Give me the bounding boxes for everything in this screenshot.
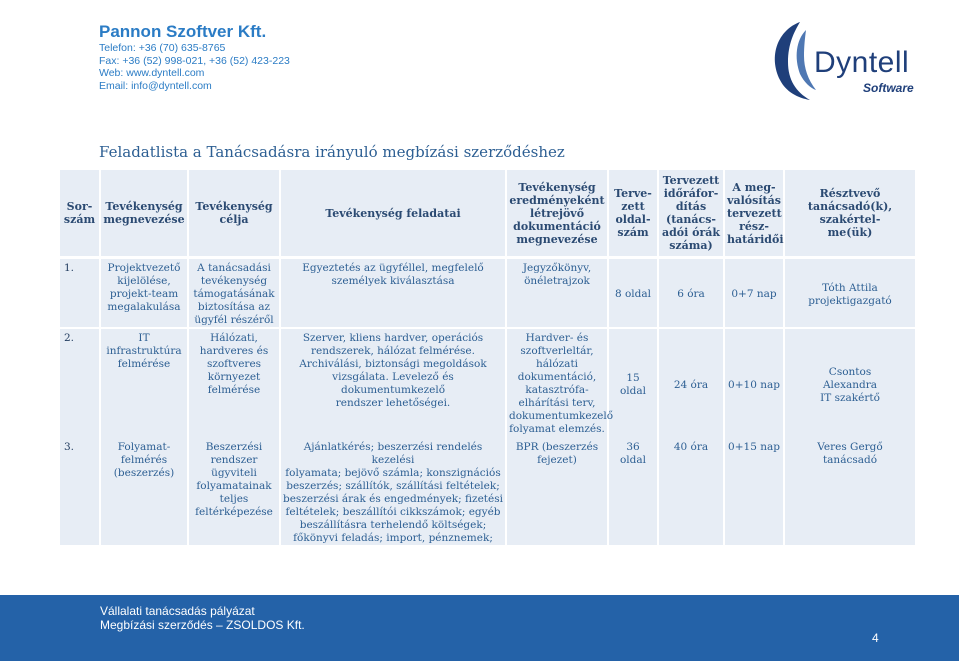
- page-number: 4: [872, 631, 879, 645]
- result-documentation: Jegyzőkönyv, önéletrajzok: [506, 258, 608, 329]
- header-cell: A meg- valósítás tervezett rész- határidői: [724, 170, 784, 258]
- deadline: 0+15 nap: [724, 438, 784, 545]
- deadline: 0+7 nap: [724, 258, 784, 329]
- consultant: Veres Gergő tanácsadó: [784, 438, 915, 545]
- footer-line-1: Vállalati tanácsadás pályázat: [100, 604, 255, 618]
- logo-sub: Software: [863, 81, 914, 95]
- dyntell-logo: [760, 18, 930, 102]
- company-fax: Fax: +36 (52) 998-021, +36 (52) 423-223: [99, 54, 290, 67]
- planned-hours: 40 óra: [658, 438, 724, 545]
- company-name: Pannon Szoftver Kft.: [99, 22, 267, 41]
- task-table-container: [60, 170, 915, 544]
- consultant: Tóth Attila projektigazgató: [784, 258, 915, 329]
- logo-brand: Dyntell: [814, 46, 910, 79]
- footer-line-2: Megbízási szerződés – ZSOLDOS Kft.: [100, 618, 305, 632]
- activity-tasks: Ajánlatkérés; beszerzési rendelés kezelési folyamata; bejövő számla; konszignációs beszerzés; szállítók, szállítási feltételek; beszerzési árak és engedmények; fizetési feltételek; beszállítói cikkszámok; egyéb beszállításra terhelendő költségek; főkönyvi feladás; import, pénznemek;: [280, 438, 506, 545]
- activity-name: Projektvezető kijelölése, projekt-team megalakulása: [100, 258, 188, 329]
- company-web: Web: www.dyntell.com: [99, 67, 205, 79]
- planned-hours: 24 óra: [658, 328, 724, 438]
- company-block: [99, 22, 290, 92]
- activity-goal: A tanácsadási tevékenység támogatásának biztosítása az ügyfél részéről: [188, 258, 280, 329]
- result-documentation: BPR (beszerzés fejezet): [506, 438, 608, 545]
- header-cell: Sor- szám: [60, 170, 100, 258]
- planned-pages: 8 oldal: [608, 258, 658, 329]
- footer-bar: [0, 595, 959, 661]
- activity-goal: Hálózati, hardveres és szoftveres környezet felmérése: [188, 328, 280, 438]
- deadline: 0+10 nap: [724, 328, 784, 438]
- activity-name: Folyamat- felmérés (beszerzés): [100, 438, 188, 545]
- header-cell: Tevékenység feladatai: [280, 170, 506, 258]
- activity-tasks: Egyeztetés az ügyféllel, megfelelő személyek kiválasztása: [280, 258, 506, 329]
- planned-pages: 15 oldal: [608, 328, 658, 438]
- activity-goal: Beszerzési rendszer ügyviteli folyamatainak teljes feltérképezése: [188, 438, 280, 545]
- header-cell: Tevékenység megnevezése: [100, 170, 188, 258]
- dyntell-swirl-icon: [760, 18, 820, 102]
- row-number: 3.: [60, 438, 100, 545]
- header-cell: Tervezett időráfor- dítás (tanács- adói órák száma): [658, 170, 724, 258]
- task-table: [60, 170, 915, 545]
- company-email: Email: info@dyntell.com: [99, 79, 212, 92]
- company-phone: Telefon: +36 (70) 635-8765: [99, 42, 226, 54]
- consultant: Csontos Alexandra IT szakértő: [784, 328, 915, 438]
- row-number: 2.: [60, 328, 100, 438]
- planned-hours: 6 óra: [658, 258, 724, 329]
- table-row: [60, 328, 915, 438]
- header-cell: Tevékenység eredményeként létrejövő dokumentáció megnevezése: [506, 170, 608, 258]
- document-title: Feladatlista a Tanácsadásra irányuló megbízási szerződéshez: [99, 143, 565, 161]
- header-cell: Terve- zett oldal- szám: [608, 170, 658, 258]
- table-row: [60, 258, 915, 329]
- row-number: 1.: [60, 258, 100, 329]
- header-cell: Tevékenység célja: [188, 170, 280, 258]
- activity-tasks: Szerver, kliens hardver, operációs rendszerek, hálózat felmérése. Archiválási, biztonsági megoldások vizsgálata. Levelező és dokumentumkezelő rendszer lehetőségei.: [280, 328, 506, 438]
- activity-name: IT infrastruktúra felmérése: [100, 328, 188, 438]
- table-header-row: [60, 170, 915, 258]
- planned-pages: 36 oldal: [608, 438, 658, 545]
- result-documentation: Hardver- és szoftverleltár, hálózati dokumentáció, katasztrófa- elhárítási terv, dokumentumkezelő folyamat elemzés.: [506, 328, 608, 438]
- header-cell: Résztvevő tanácsadó(k), szakértel- me(ük): [784, 170, 915, 258]
- table-row: [60, 438, 915, 545]
